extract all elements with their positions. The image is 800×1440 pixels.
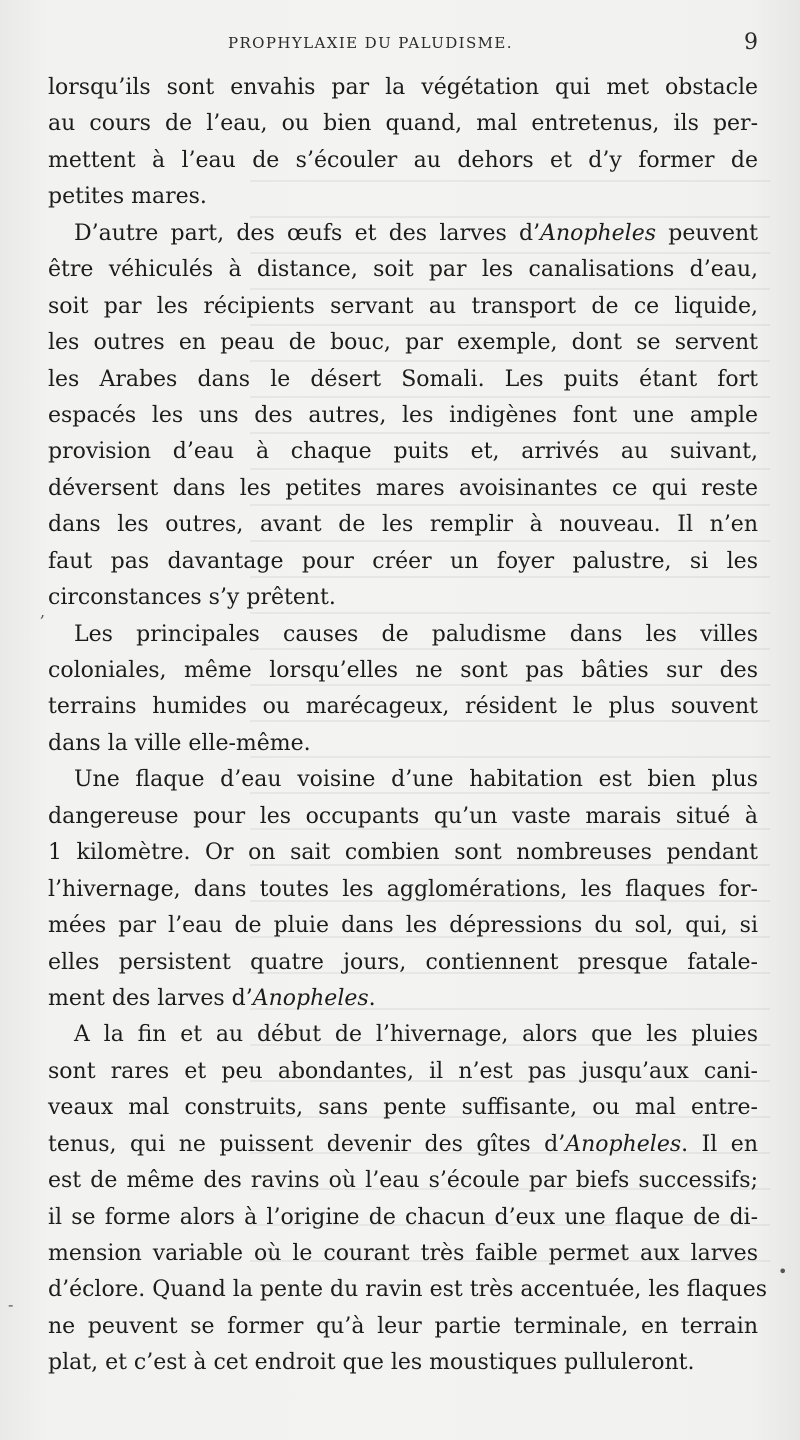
text-line: l’hivernage, dans toutes les agglomérations, les flaques for- — [48, 876, 758, 902]
text-line: dangereuse pour les occupants qu’un vaste marais situé à — [48, 803, 758, 829]
body-text — [48, 70, 768, 1382]
text-line: petites mares. — [48, 184, 207, 210]
text-line: D’autre part, des œufs et des larves d’Anopheles peuvent — [74, 220, 758, 246]
text-line: provision d’eau à chaque puits et, arrivés au suivant, — [48, 439, 758, 465]
text-line: ment des larves d’Anopheles. — [48, 985, 376, 1011]
text-line: il se forme alors à l’origine de chacun d’eux une flaque de di- — [48, 1204, 758, 1230]
text-line: Une flaque d’eau voisine d’une habitation est bien plus — [74, 767, 758, 793]
text-line: ne peuvent se former qu’à leur partie terminale, en terrain — [48, 1313, 758, 1339]
text-line: Les principales causes de paludisme dans les villes — [74, 621, 758, 647]
text-line: faut pas davantage pour créer un foyer palustre, si les — [48, 548, 758, 574]
text-line: plat, et c’est à cet endroit que les moustiques pulluleront. — [48, 1350, 695, 1376]
text-line: lorsqu’ils sont envahis par la végétation qui met obstacle — [48, 75, 758, 100]
text-line: déversent dans les petites mares avoisinantes ce qui reste — [48, 475, 758, 501]
page-number: 9 — [744, 30, 758, 55]
text-line: elles persistent quatre jours, contiennent presque fatale- — [48, 949, 758, 975]
text-line: terrains humides ou marécageux, résident le plus souvent — [48, 694, 758, 720]
text-line: dans la ville elle-même. — [48, 730, 311, 756]
text-line: dans les outres, avant de les remplir à nouveau. Il n’en — [48, 512, 758, 538]
text-line: être véhiculés à distance, soit par les canalisations d’eau, — [48, 257, 758, 283]
stray-mark: • — [778, 1262, 788, 1281]
text-line: au cours de l’eau, ou bien quand, mal entretenus, ils per- — [48, 111, 758, 137]
text-line: tenus, qui ne puissent devenir des gîtes d’Anopheles. Il en — [48, 1131, 758, 1157]
text-line: espacés les uns des autres, les indigènes font une ample — [48, 402, 758, 428]
text-line: A la fin et au début de l’hivernage, alors que les pluies — [74, 1022, 758, 1048]
text-line: 1 kilomètre. Or on sait combien sont nombreuses pendant — [48, 840, 758, 866]
text-line: mées par l’eau de pluie dans les dépressions du sol, qui, si — [48, 913, 758, 939]
text-line: sont rares et peu abondantes, il n’est pas jusqu’aux cani- — [48, 1058, 758, 1084]
text-line: mettent à l’eau de s’écouler au dehors et d’y former de — [48, 147, 758, 173]
running-title: PROPHYLAXIE DU PALUDISME. — [228, 34, 513, 52]
text-line: les Arabes dans le désert Somali. Les puits étant fort — [48, 366, 758, 392]
text-line: mension variable où le courant très faible permet aux larves — [48, 1241, 758, 1266]
page-header — [48, 30, 758, 60]
italic-genus: Anopheles — [565, 1131, 682, 1157]
text-line: circonstances s’y prêtent. — [48, 585, 336, 611]
text-line: les outres en peau de bouc, par exemple, dont se servent — [48, 330, 758, 356]
text-line: d’éclore. Quand la pente du ravin est très accentuée, les flaques — [48, 1277, 768, 1303]
text-line: veaux mal construits, sans pente suffisante, ou mal entre- — [48, 1095, 758, 1121]
stray-mark: - — [8, 1295, 14, 1314]
text-line: soit par les récipients servant au transport de ce liquide, — [48, 293, 758, 319]
italic-genus: Anopheles — [252, 985, 369, 1011]
text-line: est de même des ravins où l’eau s’écoule par biefs successifs; — [48, 1168, 758, 1194]
italic-genus: Anopheles — [540, 220, 657, 246]
text-line: coloniales, même lorsqu’elles ne sont pas bâties sur des — [48, 658, 758, 683]
stray-mark: , — [40, 602, 46, 621]
